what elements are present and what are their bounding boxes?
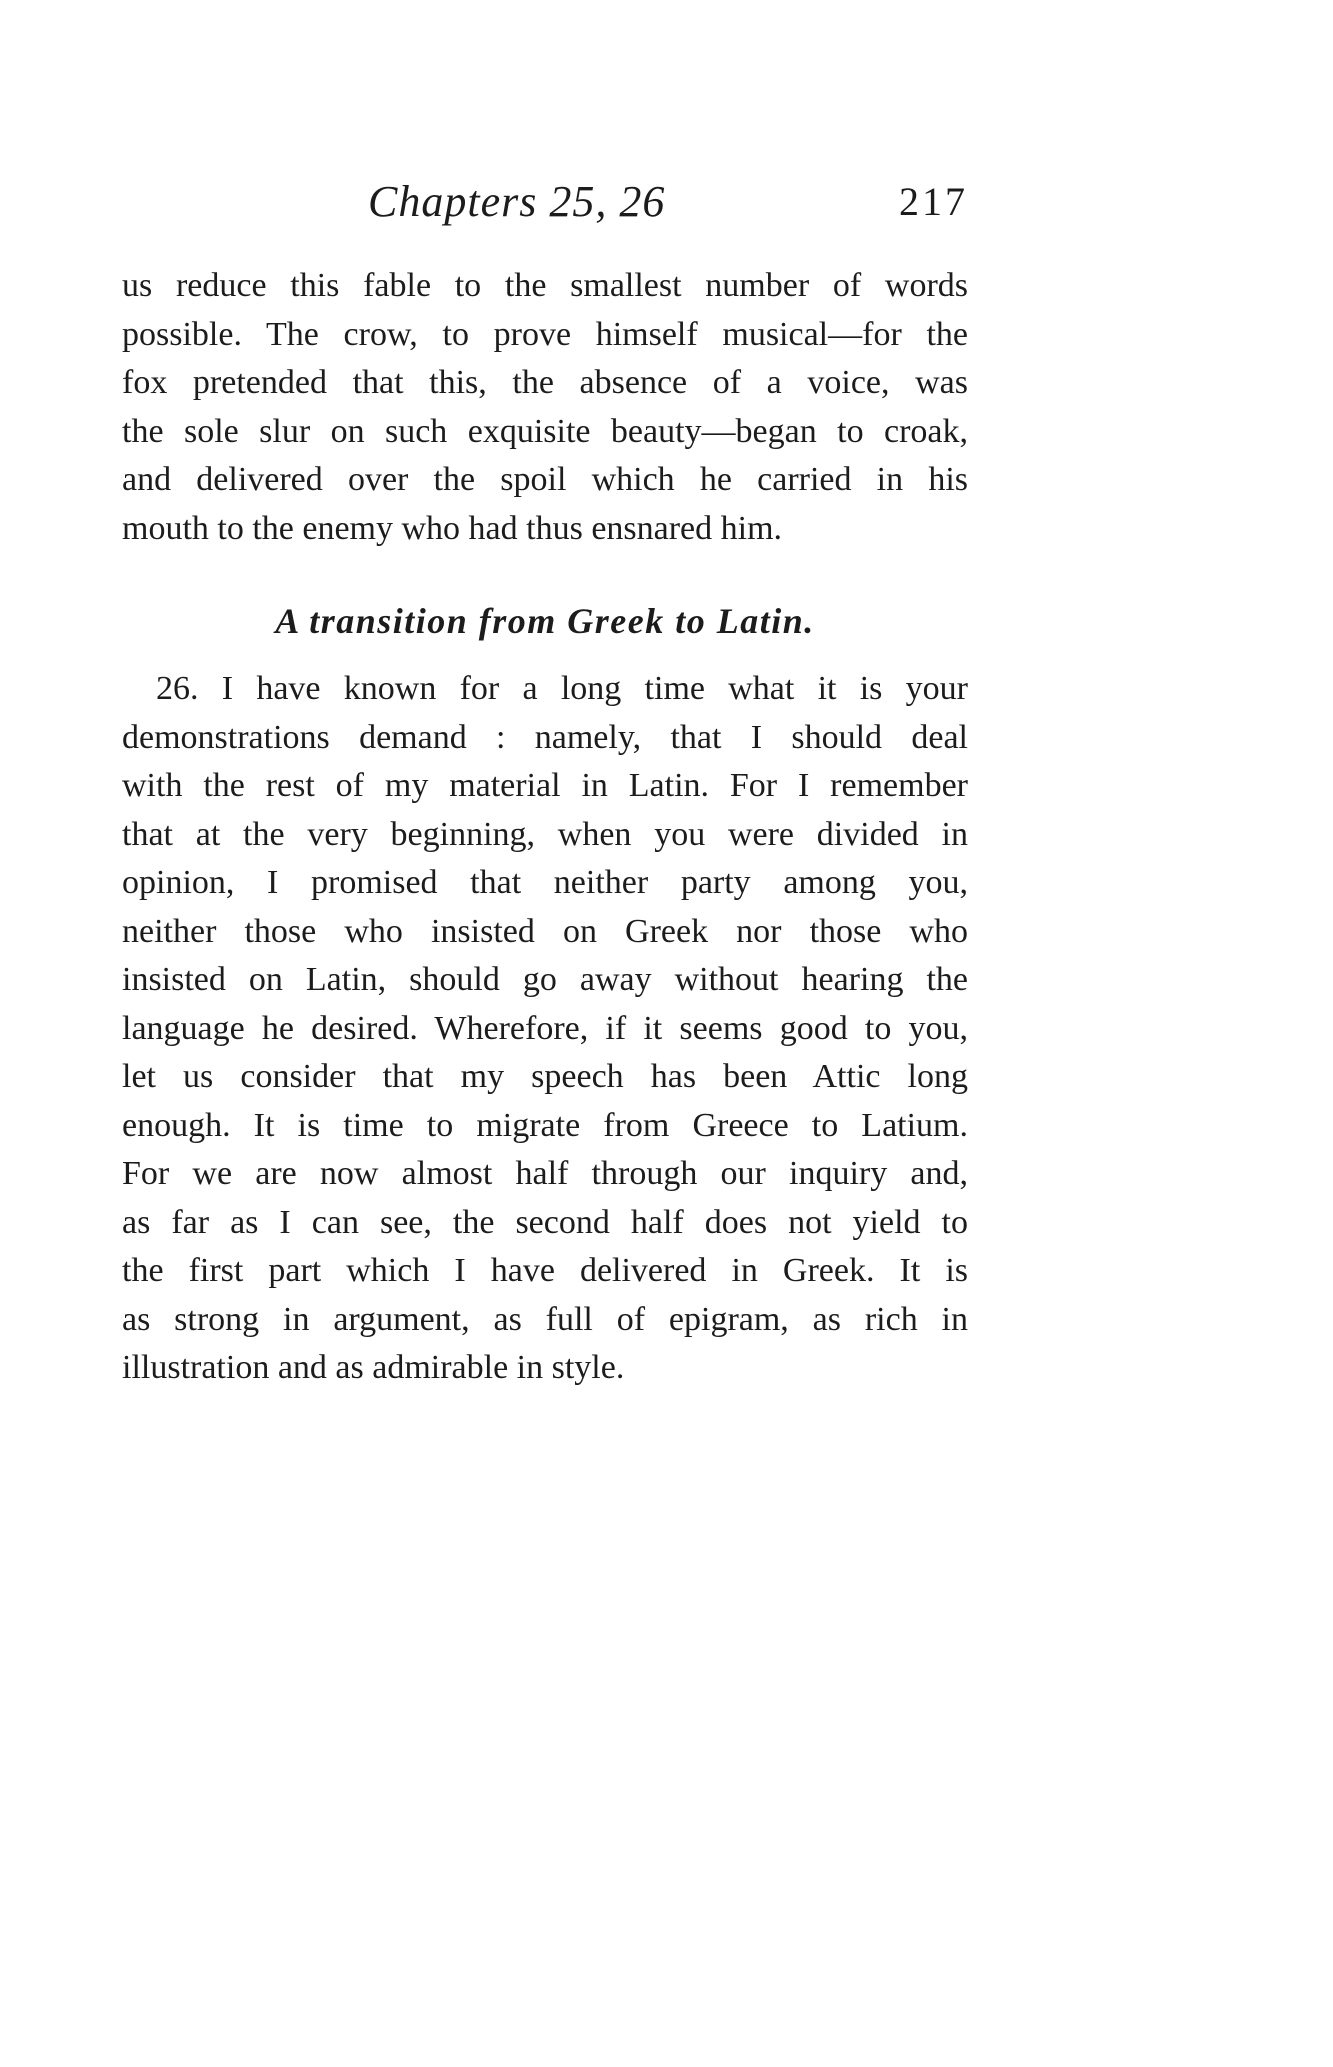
text-line: 26. I have known for a long time what it is your xyxy=(156,670,968,707)
text-line: and delivered over the spoil which he carried in his xyxy=(122,461,968,498)
text-line: opinion, I promised that neither party among you, xyxy=(122,864,968,901)
text-line: insisted on Latin, should go away without hearing the xyxy=(122,961,968,998)
text-line: that at the very beginning, when you were divided in xyxy=(122,815,968,853)
text-line: mouth to the enemy who had thus ensnared him. xyxy=(122,509,783,547)
page-number: 217 xyxy=(899,179,968,224)
text-line: illustration and as admirable in style. xyxy=(122,1349,625,1386)
section-heading: A transition from Greek to Latin. xyxy=(275,601,815,641)
text-line: as far as I can see, the second half does not yield to xyxy=(122,1203,968,1241)
text-line: as strong in argument, as full of epigram, as rich in xyxy=(122,1300,968,1338)
paragraph-26 xyxy=(122,665,968,1393)
text-line: the first part which I have delivered in Greek. It is xyxy=(122,1252,968,1289)
text-line: the sole slur on such exquisite beauty—began to croak, xyxy=(122,412,968,450)
text-line: let us consider that my speech has been Attic long xyxy=(122,1058,968,1095)
text-line: enough. It is time to migrate from Greece to Latium. xyxy=(122,1106,968,1144)
text-line: neither those who insisted on Greek nor those who xyxy=(122,912,968,950)
text-line: fox pretended that this, the absence of a voice, was xyxy=(122,364,968,401)
text-line: For we are now almost half through our inquiry and, xyxy=(122,1155,968,1192)
paragraph-fable-conclusion xyxy=(122,262,968,553)
text-line: demonstrations demand : namely, that I should deal xyxy=(122,718,968,756)
running-title: Chapters 25, 26 xyxy=(368,177,666,226)
text-line: possible. The crow, to prove himself musical—for the xyxy=(122,315,968,353)
running-head xyxy=(122,172,968,232)
text-line: with the rest of my material in Latin. For I remember xyxy=(122,767,968,804)
text-line: language he desired. Wherefore, if it seems good to you, xyxy=(122,1009,968,1047)
text-line: us reduce this fable to the smallest number of words xyxy=(122,267,968,304)
